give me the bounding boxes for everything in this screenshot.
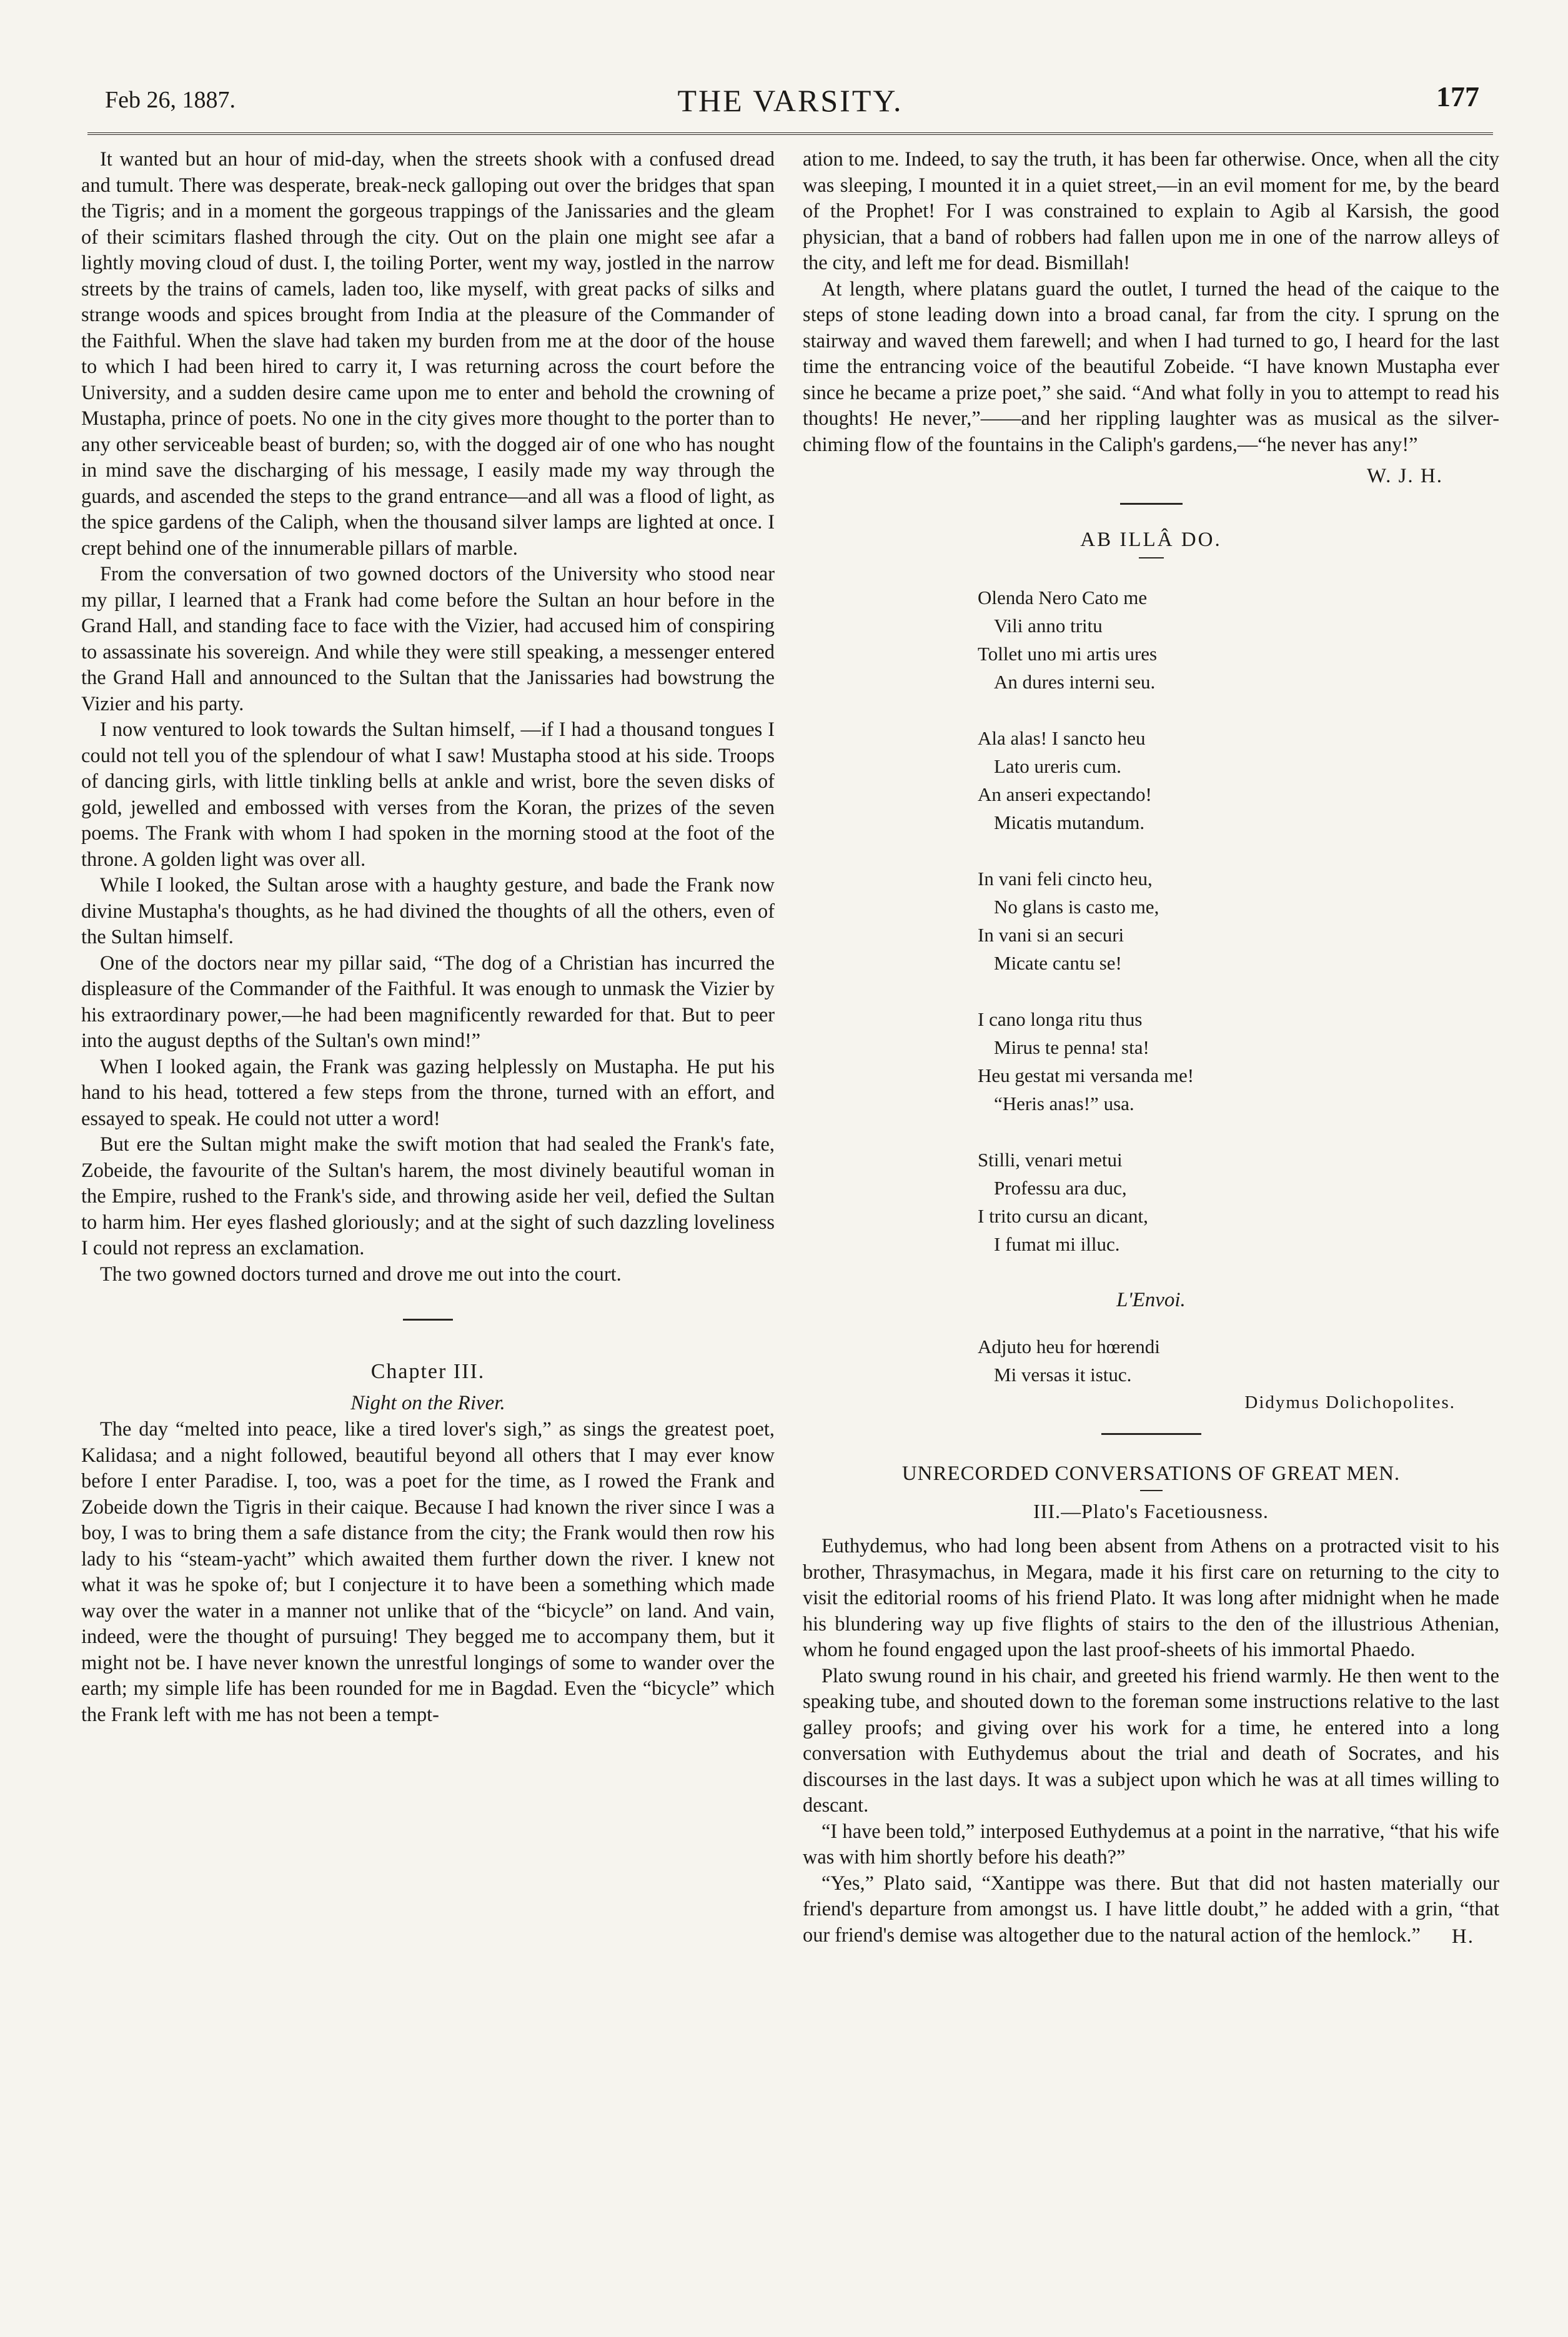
paragraph: The day “melted into peace, like a tired lover's sigh,” as sings the greatest poet, Kalidasa; and a night followed, beautiful beyond all others that I may ever know before I enter Paradise. I, too, was a poet for the time, as I rowed the Frank and Zobeide down the Tigris in their caique. Because I had known the river since I was a boy, I was to bring them a safe distance from the city; the Frank would then row his lady to his “steam-yacht” which awaited them further down the river. I knew not what it was he spoke of; but I conjecture it to have been a something which made way over the water in a manner not unlike that of the “bicycle” on land. And vain, indeed, were the thought of pursuing! They begged me to accompany them, but it might not be. I have never known the unrestful longings of some to wander over the earth; my simple life has been rounded for me in Bagdad. Even the “bicycle” which the Frank left with me has not been a tempt- <box>81 1418 775 1726</box>
paragraph: But ere the Sultan might make the swift motion that had sealed the Frank's fate, Zobeide, the favourite of the Sultan's harem, the most divinely beautiful woman in the Empire, rushed to the Frank's side, and throwing aside her veil, defied the Sultan to harm him. Her eyes flashed gloriously; and at the sight of such dazzling loveliness I could not repress an exclamation. <box>81 1133 775 1259</box>
poem-title: AB ILLÂ DO. <box>1080 528 1222 551</box>
poem-stanza <box>978 583 1499 696</box>
poem-line: Heu gestat mi versanda me! <box>978 1064 1194 1086</box>
paragraph: Euthydemus, who had long been absent from Athens on a protracted visit to his brother, Thrasymachus, in Megara, made it his first care on returning to the city to visit the editorial rooms of his friend Plato. It was long after midnight when he made his blundering way up five flights of stairs to the den of the illustrious Athenian, whom he found engaged upon the last proof-sheets of his immortal Phaedo. <box>803 1535 1499 1661</box>
paragraph: “I have been told,” interposed Euthydemus at a point in the narrative, “that his wife was with him shortly before his death?” <box>803 1820 1499 1868</box>
poem-line: Tollet uno mi artis ures <box>978 643 1158 665</box>
left-column <box>81 147 775 2290</box>
poem-line: An dures interni seu. <box>994 671 1156 693</box>
poem-line: Ala alas! I sancto heu <box>978 727 1146 749</box>
poem-line: I cano longa ritu thus <box>978 1008 1143 1030</box>
section-divider <box>403 1319 453 1321</box>
poem-line: Olenda Nero Cato me <box>978 587 1148 608</box>
poem-stanza <box>978 1005 1499 1118</box>
section-title-rule <box>1140 1490 1163 1491</box>
poem-stanza <box>978 865 1499 977</box>
poem-body <box>978 583 1499 1258</box>
paragraph: From the conversation of two gowned doctors of the University who stood near my pillar, I learned that a Frank had come before the Sultan an hour before in the Grand Hall, and standing face to face with the Vizier, had accused him of conspiring to assassinate his sovereign. And while they were still speaking, a messenger entered the Grand Hall and announced to the Sultan that the Janissaries had bowstrung the Vizier and his party. <box>81 563 775 715</box>
paragraph: It wanted but an hour of mid-day, when the streets shook with a confused dread and tumult. There was desperate, break-neck galloping out over the bridges that span the Tigris; and in a moment the gorgeous trappings of the Janissaries and the gleam of their scimitars flashed through the city. Out on the plain one might see afar a lightly moving cloud of dust. I, the toiling Porter, went my way, jostled in the narrow streets by the trains of camels, laden too, like myself, with great packs of silks and strange woods and spices brought from India at the pleasure of the Commander of the Faithful. When the slave had taken my burden from me at the door of the house to which I had been hired to carry it, I was returning across the court before the University, and a sudden desire came upon me to enter and behold the crowning of Mustapha, prince of poets. No one in the city gives more thought to the porter than to any other serviceable beast of burden; so, with the dogged air of one who has nought in mind save the discharging of his message, I easily made my way through the guards, and ascended the steps to the grand entrance—and all was a flood of light, as the spice gardens of the Caliph, when the thousand silver lamps are lighted at once. I crept behind one of the innumerable pillars of marble. <box>81 148 775 560</box>
poem-line: Mi versas it istuc. <box>994 1364 1132 1386</box>
paragraph: I now ventured to look towards the Sultan himself, —if I had a thousand tongues I could not tell you of the splendour of what I saw! Mustapha stood at his side. Troops of dancing girls, with little tinkling bells at ankle and wrist, bore the seven disks of gold, jewelled and embossed with verses from the Koran, the prizes of the seven poems. The Frank with whom I had spoken in the morning stood at the foot of the throne. A golden light was over all. <box>81 718 775 871</box>
author-signature: W. J. H. <box>1366 465 1443 487</box>
issue-date: Feb 26, 1887. <box>105 87 236 113</box>
section-divider <box>1101 1433 1201 1435</box>
publication-title: THE VARSITY. <box>677 83 903 118</box>
poem-stanza <box>978 724 1499 836</box>
poem-line: In vani feli cincto heu, <box>978 868 1153 890</box>
paragraph: Plato swung round in his chair, and greeted his friend warmly. He then went to the speaking tube, and shouted down to the foreman some instructions relative to the last galley proofs; and giving over his work for a time, he entered into a long conversation with Euthydemus about the trial and death of Socrates, and his discourses in the last days. It was a subject upon which he was at all times willing to descant. <box>803 1664 1499 1817</box>
section-signature: H. <box>1451 1925 1474 1948</box>
poem-line: Micate cantu se! <box>994 952 1122 974</box>
section-divider <box>1120 503 1183 505</box>
poem-signature: Didymus Dolichopolites. <box>1244 1392 1456 1412</box>
poem-line: An anseri expectando! <box>978 783 1152 805</box>
paragraph: “Yes,” Plato said, “Xantippe was there. But that did not hasten materially our friend's departure from amongst us. I have little doubt,” he added with a grin, “that our friend's demise was altogether due to the natural action of the hemlock.” <box>803 1872 1499 1947</box>
poem-line: Stilli, venari metui <box>978 1149 1123 1171</box>
poem-line: Professu ara duc, <box>994 1177 1127 1199</box>
poem-line: No glans is casto me, <box>994 896 1159 918</box>
poem-stanza <box>978 1146 1499 1258</box>
paragraph: While I looked, the Sultan arose with a haughty gesture, and bade the Frank now divine Mustapha's thoughts, as he had divined the thoughts of all the others, even of the Sultan himself. <box>81 874 775 948</box>
paragraph: At length, where platans guard the outlet, I turned the head of the caique to the steps of stone leading down into a broad canal, far from the city. I sprung on the stairway and waved them farewell; and when I had turned to go, I heard for the last time the entrancing voice of the beautiful Zobeide. “I have known Mustapha ever since he became a prize poet,” she said. “And what folly in you to attempt to read his thoughts! He never,”——and her rippling laughter was as musical as the silver-chiming flow of the fountains in the Caliph's gardens,—“he never has any!” <box>803 277 1499 456</box>
paragraph: One of the doctors near my pillar said, “The dog of a Christian has incurred the displeasure of the Commander of the Faithful. It was enough to unmask the Vizier by his extraordinary power,—he had been magnificently rewarded for that. But to peer into the august depths of the Sultan's own mind!” <box>81 951 775 1052</box>
poem-line: Micatis mutandum. <box>994 811 1145 833</box>
poem-line: Adjuto heu for hœrendi <box>978 1336 1160 1357</box>
envoi-body <box>978 1332 1499 1389</box>
paragraph: ation to me. Indeed, to say the truth, it has been far otherwise. Once, when all the city was sleeping, I mounted it in a quiet street,—in an evil moment for me, by the beard of the Prophet! For I was constrained to explain to Agib al Karsish, the good physician, that a band of robbers had fallen upon me in one of the narrow alleys of the city, and left me for dead. Bismillah! <box>803 148 1499 274</box>
envoi-stanza <box>978 1332 1499 1389</box>
page-header <box>87 74 1493 124</box>
poem-line: I fumat mi illuc. <box>994 1233 1120 1255</box>
poem-line: Vili anno tritu <box>994 615 1103 637</box>
chapter-subtitle: Night on the River. <box>350 1392 505 1414</box>
section-title: UNRECORDED CONVERSATIONS OF GREAT MEN. <box>901 1462 1401 1485</box>
envoi-title: L'Envoi. <box>1116 1289 1186 1311</box>
section-subtitle: III.—Plato's Facetiousness. <box>1033 1500 1269 1522</box>
poem-title-rule <box>1139 557 1164 558</box>
poem-line: I trito cursu an dicant, <box>978 1205 1148 1227</box>
header-rule <box>87 132 1493 135</box>
poem-line: Lato ureris cum. <box>994 755 1122 777</box>
page-number: 177 <box>1436 81 1479 112</box>
poem-line: In vani si an securi <box>978 924 1124 946</box>
paragraph: The two gowned doctors turned and drove me out into the court. <box>100 1263 622 1286</box>
poem-line: Mirus te penna! sta! <box>994 1036 1149 1058</box>
paragraph: When I looked again, the Frank was gazing helplessly on Mustapha. He put his hand to his head, tottered a few steps from the throne, turned with an effort, and essayed to speak. He could not utter a word! <box>81 1055 775 1130</box>
chapter-title: Chapter III. <box>370 1360 485 1383</box>
poem-line: “Heris anas!” usa. <box>994 1093 1134 1114</box>
right-column <box>803 147 1499 2258</box>
